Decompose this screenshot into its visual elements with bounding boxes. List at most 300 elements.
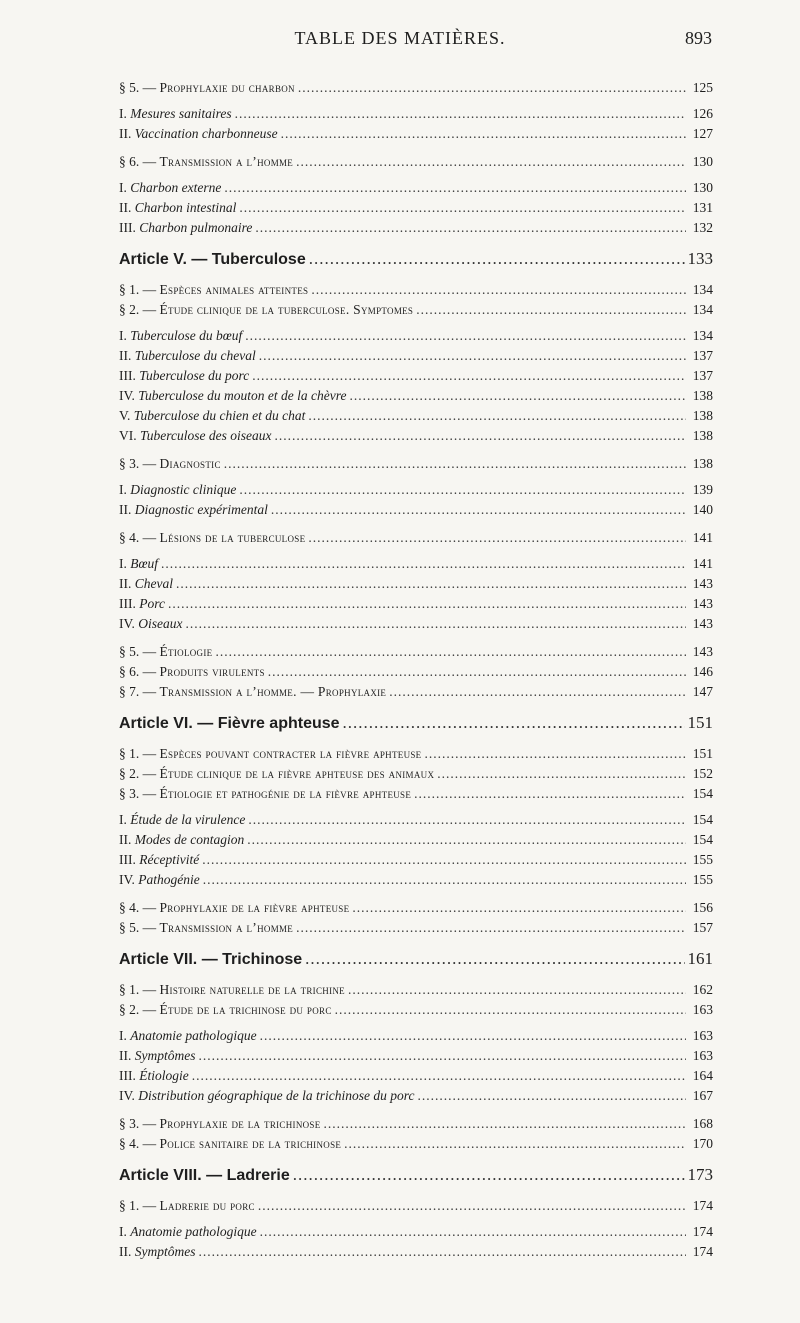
toc-entry-label bbox=[119, 1026, 257, 1046]
toc-entry-label bbox=[119, 406, 305, 426]
toc-entry-title: Pathogénie bbox=[138, 872, 200, 887]
toc-entry-number: § 2. bbox=[119, 1002, 140, 1017]
dot-leader bbox=[271, 500, 686, 520]
toc-entry-label bbox=[119, 326, 242, 346]
toc-entry-number: I. bbox=[119, 1028, 127, 1043]
toc-entry-page: 155 bbox=[692, 852, 713, 867]
page-header bbox=[0, 28, 800, 52]
toc-subsection-entry bbox=[119, 124, 713, 144]
toc-entry-label bbox=[119, 764, 434, 784]
toc-section-entry bbox=[119, 1000, 713, 1020]
dot-leader bbox=[168, 594, 686, 614]
dot-leader bbox=[199, 1046, 687, 1066]
toc-entry-number: IV. bbox=[119, 616, 135, 631]
dot-leader bbox=[281, 124, 686, 144]
toc-entry-page: 163 bbox=[692, 1048, 713, 1063]
toc-entry-title: Diagnostic expérimental bbox=[134, 502, 268, 517]
toc-subsection-entry bbox=[119, 386, 713, 406]
toc-entry-title: Tuberculose du chien et du chat bbox=[133, 408, 306, 423]
toc-section-entry bbox=[119, 744, 713, 764]
toc-entry-number: III. bbox=[119, 220, 136, 235]
toc-entry-page: 155 bbox=[692, 872, 713, 887]
toc-entry-separator: — bbox=[139, 80, 160, 95]
toc-entry-title: Anatomie pathologique bbox=[130, 1028, 257, 1043]
toc-entry-page: 132 bbox=[692, 220, 713, 235]
toc-subsection-entry bbox=[119, 218, 713, 238]
toc-entry-number: I. bbox=[119, 180, 127, 195]
dot-leader bbox=[186, 614, 686, 634]
toc-entry-separator: — bbox=[139, 1116, 160, 1131]
dot-leader bbox=[424, 744, 686, 764]
toc-entry-title: Trichinose bbox=[222, 951, 303, 968]
toc-entry-label bbox=[119, 1046, 196, 1066]
toc-entry-label bbox=[119, 346, 256, 366]
toc-entry-label bbox=[119, 918, 293, 938]
toc-entry-title: Tuberculose du cheval bbox=[134, 348, 256, 363]
toc-entry-title: Prophylaxie du charbon bbox=[159, 80, 295, 95]
toc-entry-number: I. bbox=[119, 1224, 127, 1239]
toc-subsection-entry bbox=[119, 810, 713, 830]
dot-leader bbox=[344, 1134, 686, 1154]
toc-entry-title: Distribution géographique de la trichinose du porc bbox=[138, 1088, 415, 1103]
toc-entry-number: § 5. bbox=[119, 644, 140, 659]
toc-entry-label bbox=[119, 386, 346, 406]
toc-entry-separator: — bbox=[139, 1198, 160, 1213]
toc-entry-page: 139 bbox=[692, 482, 713, 497]
toc-entry-title: Tuberculose du porc bbox=[139, 368, 250, 383]
toc-entry-page: 134 bbox=[692, 302, 713, 317]
toc-article-entry bbox=[119, 710, 713, 736]
toc-entry-label bbox=[119, 454, 221, 474]
toc-entry-page: 154 bbox=[692, 832, 713, 847]
toc-entry-number: III. bbox=[119, 1068, 136, 1083]
toc-entry-title: Étiologie bbox=[139, 1068, 189, 1083]
toc-entry-number: § 1. bbox=[119, 982, 140, 997]
toc-entry-number: IV. bbox=[119, 388, 135, 403]
toc-entry-label bbox=[119, 104, 232, 124]
toc-entry-number: VI. bbox=[119, 428, 137, 443]
toc-entry-number: IV. bbox=[119, 872, 135, 887]
toc-entry-number: § 5. bbox=[119, 920, 140, 935]
toc-article-entry bbox=[119, 946, 713, 972]
dot-leader bbox=[215, 642, 686, 662]
toc-entry-separator: — bbox=[139, 302, 160, 317]
toc-section-entry bbox=[119, 454, 713, 474]
toc-entry-number: II. bbox=[119, 576, 132, 591]
toc-entry-page: 174 bbox=[692, 1244, 713, 1259]
toc-section-entry bbox=[119, 1114, 713, 1134]
toc-entry-separator: — bbox=[139, 766, 160, 781]
toc-entry-title: Ladrerie bbox=[226, 1167, 290, 1184]
toc-entry-title: Tuberculose du mouton et de la chèvre bbox=[138, 388, 347, 403]
toc-entry-separator: — bbox=[139, 664, 160, 679]
toc-subsection-entry bbox=[119, 1242, 713, 1262]
toc-entry-label bbox=[119, 594, 165, 614]
toc-entry-page: 141 bbox=[692, 556, 713, 571]
dot-leader bbox=[414, 784, 686, 804]
toc-entry-title: Produits virulents bbox=[159, 664, 265, 679]
toc-entry-label bbox=[119, 300, 413, 320]
toc-entry-label bbox=[119, 1196, 255, 1216]
table-of-contents bbox=[119, 70, 713, 1262]
toc-entry-page: 133 bbox=[687, 249, 713, 268]
toc-entry-page: 130 bbox=[692, 154, 713, 169]
toc-entry-number: III. bbox=[119, 368, 136, 383]
toc-entry-page: 152 bbox=[692, 766, 713, 781]
toc-entry-label bbox=[119, 1066, 189, 1086]
toc-entry-separator: — bbox=[139, 644, 160, 659]
toc-entry-title: Étiologie et pathogénie de la fièvre aphteuse bbox=[159, 786, 412, 801]
toc-entry-title: Étude de la virulence bbox=[130, 812, 246, 827]
toc-entry-title: Porc bbox=[139, 596, 165, 611]
toc-entry-title: Espèces animales atteintes bbox=[159, 282, 309, 297]
toc-entry-title: Anatomie pathologique bbox=[130, 1224, 257, 1239]
toc-entry-title: Diagnostic bbox=[159, 456, 221, 471]
dot-leader bbox=[308, 406, 686, 426]
toc-entry-title: Tuberculose du bœuf bbox=[130, 328, 243, 343]
dot-leader bbox=[199, 1242, 687, 1262]
dot-leader bbox=[343, 710, 685, 736]
toc-subsection-entry bbox=[119, 554, 713, 574]
toc-entry-label bbox=[119, 280, 308, 300]
toc-subsection-entry bbox=[119, 1046, 713, 1066]
toc-entry-number: § 4. bbox=[119, 1136, 140, 1151]
toc-entry-page: 141 bbox=[692, 530, 713, 545]
dot-leader bbox=[305, 946, 684, 972]
toc-article-entry bbox=[119, 1162, 713, 1188]
toc-entry-separator: — bbox=[186, 251, 212, 268]
dot-leader bbox=[437, 764, 686, 784]
dot-leader bbox=[260, 1222, 686, 1242]
dot-leader bbox=[161, 554, 686, 574]
dot-leader bbox=[418, 1086, 687, 1106]
toc-subsection-entry bbox=[119, 574, 713, 594]
dot-leader bbox=[247, 830, 686, 850]
toc-entry-label bbox=[119, 1222, 257, 1242]
toc-entry-number: § 6. bbox=[119, 664, 140, 679]
dot-leader bbox=[293, 1162, 685, 1188]
toc-entry-title: Cheval bbox=[134, 576, 173, 591]
toc-entry-separator: — bbox=[139, 1002, 160, 1017]
toc-entry-number: Article VIII. bbox=[119, 1167, 202, 1184]
toc-entry-number: Article VII. bbox=[119, 951, 198, 968]
toc-entry-number: V. bbox=[119, 408, 131, 423]
toc-entry-page: 168 bbox=[692, 1116, 713, 1131]
dot-leader bbox=[296, 918, 686, 938]
toc-entry-number: II. bbox=[119, 348, 132, 363]
toc-entry-number: I. bbox=[119, 106, 127, 121]
page-number: 893 bbox=[685, 28, 712, 48]
toc-subsection-entry bbox=[119, 850, 713, 870]
toc-entry-number: II. bbox=[119, 1048, 132, 1063]
toc-entry-title: Lésions de la tuberculose bbox=[159, 530, 306, 545]
toc-entry-number: § 1. bbox=[119, 1198, 140, 1213]
toc-entry-page: 140 bbox=[692, 502, 713, 517]
toc-section-entry bbox=[119, 642, 713, 662]
toc-subsection-entry bbox=[119, 480, 713, 500]
toc-entry-number: III. bbox=[119, 852, 136, 867]
toc-entry-title: Diagnostic clinique bbox=[130, 482, 237, 497]
toc-entry-separator: — bbox=[201, 1167, 227, 1184]
toc-entry-page: 151 bbox=[692, 746, 713, 761]
toc-entry-title: Prophylaxie de la fièvre aphteuse bbox=[159, 900, 350, 915]
toc-entry-title: Mesures sanitaires bbox=[130, 106, 232, 121]
toc-entry-title: Transmission a l’homme bbox=[159, 920, 294, 935]
toc-entry-number: I. bbox=[119, 482, 127, 497]
toc-section-entry bbox=[119, 918, 713, 938]
toc-entry-title: Transmission a l’homme bbox=[159, 154, 294, 169]
toc-entry-title: Charbon externe bbox=[130, 180, 222, 195]
toc-entry-title: Réceptivité bbox=[139, 852, 200, 867]
toc-entry-title: Tuberculose des oiseaux bbox=[140, 428, 272, 443]
toc-entry-separator: — bbox=[139, 154, 160, 169]
toc-entry-number: II. bbox=[119, 1244, 132, 1259]
toc-section-entry bbox=[119, 662, 713, 682]
dot-leader bbox=[324, 1114, 686, 1134]
toc-section-entry bbox=[119, 300, 713, 320]
dot-leader bbox=[308, 528, 686, 548]
toc-subsection-entry bbox=[119, 178, 713, 198]
toc-entry-page: 137 bbox=[692, 368, 713, 383]
toc-entry-title: Charbon pulmonaire bbox=[139, 220, 253, 235]
toc-subsection-entry bbox=[119, 870, 713, 890]
toc-entry-label bbox=[119, 711, 340, 737]
dot-leader bbox=[239, 480, 686, 500]
toc-entry-separator: — bbox=[192, 715, 218, 732]
dot-leader bbox=[335, 1000, 686, 1020]
dot-leader bbox=[202, 850, 686, 870]
dot-leader bbox=[274, 426, 686, 446]
toc-entry-title: Étude clinique de la fièvre aphteuse des animaux bbox=[159, 766, 435, 781]
toc-entry-number: § 3. bbox=[119, 786, 140, 801]
toc-entry-page: 127 bbox=[692, 126, 713, 141]
toc-entry-page: 173 bbox=[687, 1165, 713, 1184]
toc-entry-page: 163 bbox=[692, 1002, 713, 1017]
toc-entry-title: Bœuf bbox=[130, 556, 159, 571]
toc-entry-label bbox=[119, 218, 252, 238]
toc-entry-page: 174 bbox=[692, 1198, 713, 1213]
toc-entry-label bbox=[119, 500, 268, 520]
toc-entry-separator: — bbox=[139, 1136, 160, 1151]
toc-entry-page: 143 bbox=[692, 644, 713, 659]
toc-entry-label bbox=[119, 898, 349, 918]
dot-leader bbox=[248, 810, 686, 830]
toc-entry-number: II. bbox=[119, 126, 132, 141]
toc-entry-page: 170 bbox=[692, 1136, 713, 1151]
toc-entry-number: I. bbox=[119, 812, 127, 827]
toc-entry-title: Tuberculose bbox=[211, 251, 306, 268]
toc-entry-number: IV. bbox=[119, 1088, 135, 1103]
toc-entry-number: § 6. bbox=[119, 154, 140, 169]
toc-article-entry bbox=[119, 246, 713, 272]
toc-entry-page: 138 bbox=[692, 388, 713, 403]
toc-entry-label bbox=[119, 1086, 415, 1106]
toc-subsection-entry bbox=[119, 326, 713, 346]
toc-entry-page: 151 bbox=[687, 713, 713, 732]
toc-section-entry bbox=[119, 1196, 713, 1216]
toc-subsection-entry bbox=[119, 104, 713, 124]
toc-entry-number: § 2. bbox=[119, 766, 140, 781]
dot-leader bbox=[349, 386, 686, 406]
toc-entry-page: 131 bbox=[692, 200, 713, 215]
toc-section-entry bbox=[119, 784, 713, 804]
toc-entry-page: 138 bbox=[692, 456, 713, 471]
toc-entry-separator: — bbox=[139, 530, 160, 545]
toc-entry-label bbox=[119, 426, 271, 446]
toc-entry-label bbox=[119, 850, 199, 870]
toc-entry-label bbox=[119, 1134, 341, 1154]
toc-entry-title: Étude de la trichinose du porc bbox=[159, 1002, 332, 1017]
toc-entry-page: 134 bbox=[692, 282, 713, 297]
toc-entry-label bbox=[119, 480, 236, 500]
toc-entry-page: 137 bbox=[692, 348, 713, 363]
dot-leader bbox=[298, 78, 686, 98]
toc-entry-number: § 2. bbox=[119, 302, 140, 317]
toc-subsection-entry bbox=[119, 594, 713, 614]
dot-leader bbox=[255, 218, 686, 238]
dot-leader bbox=[260, 1026, 686, 1046]
toc-subsection-entry bbox=[119, 1026, 713, 1046]
toc-entry-label bbox=[119, 662, 265, 682]
dot-leader bbox=[309, 246, 685, 272]
dot-leader bbox=[268, 662, 686, 682]
toc-entry-separator: — bbox=[139, 746, 160, 761]
toc-entry-page: 138 bbox=[692, 428, 713, 443]
toc-entry-page: 167 bbox=[692, 1088, 713, 1103]
toc-entry-label bbox=[119, 178, 221, 198]
toc-section-entry bbox=[119, 152, 713, 172]
toc-entry-label bbox=[119, 554, 158, 574]
dot-leader bbox=[296, 152, 686, 172]
toc-entry-page: 147 bbox=[692, 684, 713, 699]
dot-leader bbox=[389, 682, 686, 702]
toc-entry-label bbox=[119, 528, 305, 548]
toc-entry-number: II. bbox=[119, 502, 132, 517]
toc-entry-number: II. bbox=[119, 200, 132, 215]
toc-entry-separator: — bbox=[139, 684, 160, 699]
toc-entry-separator: — bbox=[139, 920, 160, 935]
dot-leader bbox=[252, 366, 686, 386]
toc-subsection-entry bbox=[119, 198, 713, 218]
toc-entry-label bbox=[119, 152, 293, 172]
toc-subsection-entry bbox=[119, 406, 713, 426]
toc-entry-label bbox=[119, 980, 345, 1000]
toc-entry-number: § 7. bbox=[119, 684, 140, 699]
toc-subsection-entry bbox=[119, 500, 713, 520]
toc-section-entry bbox=[119, 682, 713, 702]
toc-entry-number: I. bbox=[119, 328, 127, 343]
toc-section-entry bbox=[119, 898, 713, 918]
toc-entry-title: Oiseaux bbox=[138, 616, 183, 631]
toc-section-entry bbox=[119, 764, 713, 784]
toc-entry-page: 154 bbox=[692, 812, 713, 827]
toc-entry-number: § 5. bbox=[119, 80, 140, 95]
dot-leader bbox=[258, 1196, 686, 1216]
toc-entry-label bbox=[119, 810, 245, 830]
toc-entry-label bbox=[119, 614, 183, 634]
dot-leader bbox=[348, 980, 686, 1000]
toc-subsection-entry bbox=[119, 426, 713, 446]
dot-leader bbox=[224, 178, 686, 198]
toc-entry-label bbox=[119, 870, 200, 890]
toc-entry-title: Espèces pouvant contracter la fièvre aphteuse bbox=[159, 746, 422, 761]
toc-entry-title: Étude clinique de la tuberculose. Symptomes bbox=[159, 302, 414, 317]
toc-entry-number: II. bbox=[119, 832, 132, 847]
toc-entry-number: I. bbox=[119, 556, 127, 571]
toc-section-entry bbox=[119, 528, 713, 548]
toc-entry-page: 164 bbox=[692, 1068, 713, 1083]
toc-entry-label bbox=[119, 198, 236, 218]
toc-entry-number: Article VI. bbox=[119, 715, 193, 732]
toc-entry-label bbox=[119, 642, 212, 662]
toc-entry-number: III. bbox=[119, 596, 136, 611]
toc-entry-title: Histoire naturelle de la trichine bbox=[159, 982, 345, 997]
toc-section-entry bbox=[119, 280, 713, 300]
toc-entry-page: 134 bbox=[692, 328, 713, 343]
toc-entry-separator: — bbox=[139, 456, 160, 471]
dot-leader bbox=[235, 104, 686, 124]
toc-entry-title: Transmission a l’homme. — Prophylaxie bbox=[159, 684, 387, 699]
toc-subsection-entry bbox=[119, 614, 713, 634]
dot-leader bbox=[176, 574, 686, 594]
toc-entry-title: Vaccination charbonneuse bbox=[134, 126, 278, 141]
page-title: TABLE DES MATIÈRES. bbox=[294, 28, 506, 48]
toc-subsection-entry bbox=[119, 346, 713, 366]
toc-entry-number: § 4. bbox=[119, 900, 140, 915]
toc-entry-title: Police sanitaire de la trichinose bbox=[159, 1136, 342, 1151]
toc-entry-title: Symptômes bbox=[134, 1244, 196, 1259]
toc-subsection-entry bbox=[119, 1086, 713, 1106]
toc-entry-label bbox=[119, 682, 386, 702]
toc-entry-page: 143 bbox=[692, 576, 713, 591]
toc-entry-page: 143 bbox=[692, 596, 713, 611]
dot-leader bbox=[259, 346, 686, 366]
toc-section-entry bbox=[119, 980, 713, 1000]
toc-entry-page: 130 bbox=[692, 180, 713, 195]
toc-entry-page: 154 bbox=[692, 786, 713, 801]
toc-entry-page: 174 bbox=[692, 1224, 713, 1239]
toc-entry-number: § 1. bbox=[119, 282, 140, 297]
toc-entry-label bbox=[119, 830, 244, 850]
toc-entry-page: 161 bbox=[687, 949, 713, 968]
toc-entry-title: Prophylaxie de la trichinose bbox=[159, 1116, 321, 1131]
dot-leader bbox=[311, 280, 686, 300]
toc-section-entry bbox=[119, 1134, 713, 1154]
toc-entry-separator: — bbox=[197, 951, 223, 968]
toc-entry-label bbox=[119, 247, 306, 273]
toc-entry-page: 162 bbox=[692, 982, 713, 997]
toc-entry-page: 163 bbox=[692, 1028, 713, 1043]
dot-leader bbox=[245, 326, 686, 346]
toc-entry-title: Symptômes bbox=[134, 1048, 196, 1063]
toc-entry-label bbox=[119, 947, 302, 973]
toc-entry-separator: — bbox=[139, 982, 160, 997]
toc-section-entry bbox=[119, 78, 713, 98]
toc-entry-label bbox=[119, 1000, 332, 1020]
toc-entry-page: 143 bbox=[692, 616, 713, 631]
toc-entry-label bbox=[119, 574, 173, 594]
toc-subsection-entry bbox=[119, 1222, 713, 1242]
toc-entry-title: Fièvre aphteuse bbox=[217, 715, 340, 732]
toc-entry-separator: — bbox=[139, 786, 160, 801]
toc-entry-page: 146 bbox=[692, 664, 713, 679]
dot-leader bbox=[416, 300, 686, 320]
toc-subsection-entry bbox=[119, 366, 713, 386]
toc-entry-label bbox=[119, 1242, 196, 1262]
toc-entry-label bbox=[119, 1163, 290, 1189]
dot-leader bbox=[224, 454, 686, 474]
toc-entry-page: 157 bbox=[692, 920, 713, 935]
